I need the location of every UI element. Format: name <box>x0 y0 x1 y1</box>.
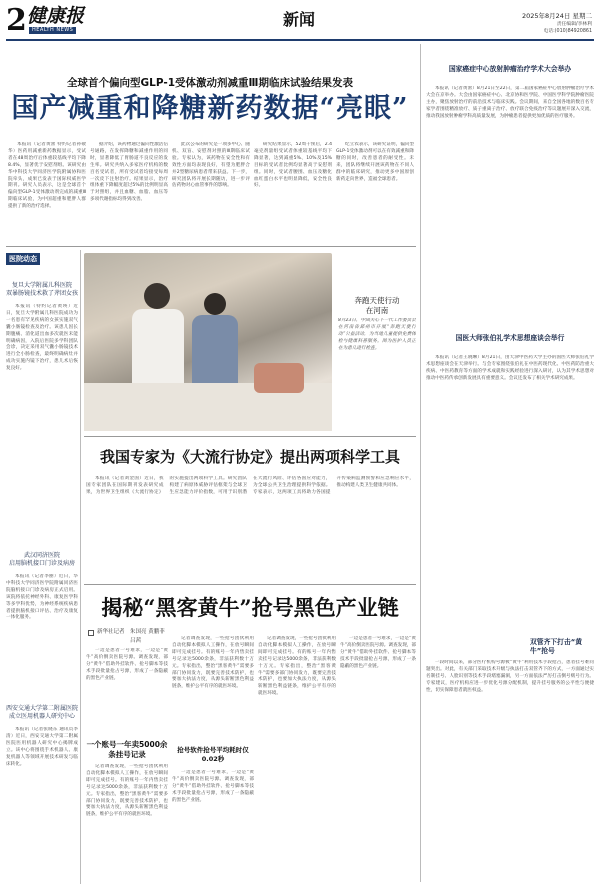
middle-top-rule <box>84 436 416 437</box>
brief-title-1: 复旦大学附属儿科医院 双暴肠镜技术救了斧团女孩 <box>6 282 79 297</box>
bottom-subhead-2: 抢号软件抢号平均耗时仅0.02秒 <box>177 746 249 763</box>
phone: 电话:(010)84920861 <box>543 29 592 34</box>
news-photo <box>84 253 332 431</box>
lead-col-4: 研究结果显示，52周干预后，2.4毫克剂量组受试者体重较基线平均下降显著，达到减重5%、10%及15%目标的受试者比例均显著高于安慰剂组。同时，受试者腰围、血压及糖化血红蛋白水平也明显降低，安全性良好。 <box>254 142 332 189</box>
photo-figure-head <box>144 283 170 309</box>
lead-col-1: 本报讯（记者黄蕾 特约记者孙敬华）医药用减重新药数据显示，受试者在48周治疗后体重较基线平均下降8.4%，显著优于安慰剂组。该研究由华中科技大学同济医学院附属协和医院牵头，成果已发表于国际权威医学期刊。研究人员表示，这是全球首个偏向型GLP-1受体激动剂完成的减重Ⅲ期临床试验，为中国超重和肥胖人群提供了新的治疗选择。 <box>8 142 86 210</box>
byline-marker-icon <box>88 630 94 636</box>
lead-headline: 国产减重和降糖新药数据“亮眼” <box>11 93 409 124</box>
bottom-text-col-2: 记者调查发现，一些抢号团伙利用自动化脚本模拟人工操作，在放号瞬间即可完成挂号。有的账号一年内售卖挂号记录达5000余条，非法获利数十万元。专家指出，整治“黑客黄牛”需要多部门协同发力，既要完善技术防护，也要加大执法力度，从源头斩断黑色利益链条，维护公平有序的就医环境。 <box>172 636 254 690</box>
brief-title-2: 武汉同济医院 启用脑机接口门诊及病房 <box>8 552 75 567</box>
photo-child <box>254 363 304 393</box>
right-text-2: 本报讯（记者王晓琳）8月21日，由天津中医药大学主办的国医大师张伯礼学术思想座谈会在天津举行。与会专家围绕张伯礼在中医药现代化、中医药防治重大疾病、中医药教育等方面的学术成就和实践经验进行深入研讨，认为其学术思想对推动中医药传承创新发展具有重要意义。会议还发布了相关学术研究成果。 <box>426 355 594 381</box>
middle-bottom-rule <box>84 584 416 585</box>
lead-col-2: 据介绍，该药物通过偏向性激活信号通路，在发挥降糖和减重作用的同时，显著降低了胃肠道不良反应的发生率。研究共纳入多家医疗机构的数百名受试者，所有受试者均接受每周一次皮下注射治疗。结果显示，治疗组体重下降幅度超过5%的比例明显高于对照组，并且血糖、血脂、血压等多项代谢指标均得到改善。 <box>90 142 168 203</box>
masthead-logo: 健康报 <box>27 5 85 27</box>
lead-col-5: 纪立农表示，该研究证明，偏向型GLP-1受体激动剂可以在有效减重和降糖的同时，改善患者的耐受性。未来，团队将继续开展该药物在不同人群中的临床研究，推动更多中国原创新药走向世界，造福全球患者。 <box>336 142 414 182</box>
right-text-1: 本报讯（记者黄蕾）8月21日至22日，第二届国家癌症中心放射肿瘤治疗学术大会在京举办。大会由国家癌症中心、北京协和医学院、中国医学科学院肿瘤医院主办，聚焦放射治疗的前沿技术与临床实践。会议期间，来自全国各地的数百名专家学者围绕精准放疗、质子重离子治疗、放疗联合免疫治疗等议题展开深入交流，推动我国放射肿瘤学科高质量发展，为肿瘤患者提供更加优质的医疗服务。 <box>426 86 594 119</box>
issue-date: 2025年8月24日 星期二 <box>521 12 592 20</box>
right-headline-3: 双管齐下打击“黄牛”抢号 <box>530 638 583 655</box>
right-column-rule <box>420 44 421 882</box>
brief-text-3: 本报讯（记者张晓东 通讯员李清）近日，西安交通大学第二附属医院医用机器人研究中心揭牌成立。该中心将围绕手术机器人、康复机器人等领域开展技术研发与临床转化。 <box>6 727 78 767</box>
bottom-text-col-3: 记者调查发现，一些抢号团伙利用自动化脚本模拟人工操作，在放号瞬间即可完成挂号。有的账号一年内售卖挂号记录达5000余条，非法获利数十万元。专家指出，整治“黑客黄牛”需要多部门协同发力，既要完善技术防护，也要加大执法力度，从源头斩断黑色利益链条，维护公平有序的就医环境。 <box>258 636 336 697</box>
bottom-intro: 一边是患者一号难求，一边是“黄牛”高价倒卖医院号源。调查发现，部分“黄牛”借助外挂软件、抢号脚本等技术手段批量抢占号源，形成了一条隐蔽的黑色产业链。 <box>86 648 168 681</box>
bottom-intro-cont: 记者调查发现，一些抢号团伙利用自动化脚本模拟人工操作，在放号瞬间即可完成挂号。有的账号一年内售卖挂号记录达5000余条，非法获利数十万元。专家指出，整治“黑客黄牛”需要多部门协同发力，既要完善技术防护，也要加大执法力度，从源头斩断黑色利益链条，维护公平有序的就医环境。 <box>86 764 168 818</box>
brief-column-rule <box>80 250 81 884</box>
brief-text-2: 本报讯（记者李丽）近日，华中科技大学同济医学院附属同济医院脑机接口门诊及病房正式启用。该院将依托神经外科、康复医学科等多学科优势，为神经系统疾病患者提供脑机接口评估、治疗及康复一体化服务。 <box>6 574 78 621</box>
right-text-3: 一段时间以来，部分医疗机构号源被“黄牛”利用技术手段抢占，患者挂号难问题突出。对此，有关部门采取技术升级与执法打击双管齐下的方式，一方面通过实名制挂号、人脸识别等技术手段堵塞漏洞，另一方面依法严厉打击倒号贩号行为。专家建议，医疗机构应进一步优化号源分配机制，提升挂号服务的公平性与便捷性，切实保障患者就医权益。 <box>426 660 594 693</box>
lead-kicker: 全球首个偏向型GLP-1受体激动剂减重Ⅲ期临床试验结果发表 <box>67 77 353 89</box>
middle-text: 本报讯（记者刘金国）近日，我国专家团队在国际期刊发表研究成果，为世界卫生组织《大流行协定》的实施提出两项科学工具。研究团队构建了病原体威胁评估框架与全球卫生应急能力评价指数，可用于识别潜在大流行风险、评估各国应对能力，为全球公共卫生治理提供科学依据。专家表示，这两项工具将助力各国提升传染病监测预警和应急响应水平，推动构建人类卫生健康共同体。 <box>86 476 414 495</box>
byline-label: 新华社记者 <box>97 629 125 635</box>
photo-caption: 8月23日，中国关心下一代工作委员会在河南省郑州市开展“奔跑天使行动”公益活动，为当地儿童提供免费体检与健康科普服务。图为医护人员正在为患儿进行检查。 <box>338 318 416 351</box>
byline-authors: 朱国亮 黄鹏菲 吕茜 <box>130 629 165 644</box>
bottom-text-col-2b: 一边是患者一号难求，一边是“黄牛”高价倒卖医院号源。调查发现，部分“黄牛”借助外挂软件、抢号脚本等技术手段批量抢占号源，形成了一条隐蔽的黑色产业链。 <box>172 770 254 803</box>
masthead-rule <box>6 39 594 41</box>
photo-figure-head-2 <box>204 293 226 315</box>
right-headline-2: 国医大师张伯礼学术思想座谈会举行 <box>455 334 565 342</box>
editor: 责任编辑/李林利 <box>556 22 592 27</box>
middle-headline: 我国专家为《大流行协定》提出两项科学工具 <box>99 448 400 466</box>
lead-col-3: 此次公布的研究是一项多中心、随机、双盲、安慰剂对照的Ⅲ期临床试验。专家认为，该药物在安全性和有效性方面均表现良好，有望为肥胖合并2型糖尿病患者带来获益。下一步，研究团队将开展长期随访，进一步评估药物对心血管事件的影响。 <box>172 142 250 189</box>
bottom-subhead-1: 一个账号一年卖5000余条挂号记录 <box>86 740 168 759</box>
masthead <box>6 4 594 38</box>
brief-title-3: 西安交通大学第二附属医院 成立医用机器人研究中心 <box>6 705 79 720</box>
photo-title: 奔跑天使行动 在河南 <box>354 296 400 315</box>
masthead-logo-en: HEALTH NEWS <box>29 27 76 34</box>
section-title: 新闻 <box>283 10 316 29</box>
bottom-headline: 揭秘“黑客黄牛”抢号黑色产业链 <box>101 595 399 620</box>
page-number: 2 <box>6 3 27 38</box>
bottom-text-col-4: 一边是患者一号难求，一边是“黄牛”高价倒卖医院号源。调查发现，部分“黄牛”借助外挂软件、抢号脚本等技术手段批量抢占号源，形成了一条隐蔽的黑色产业链。 <box>340 636 416 669</box>
lead-divider <box>6 246 416 247</box>
right-headline-1: 国家癌症中心放射肿瘤治疗学术大会举办 <box>448 65 572 73</box>
section-label-hospital-news: 医院动态 <box>6 253 40 265</box>
brief-text-1: 本报讯（特约记者黄瑛）近日，复旦大学附属儿科医院成功为一名患有罕见疾病的女孩实施双气囊小肠镜检查及治疗。该患儿因长期腹痛、消化道出血多次就医未能明确病因，入院后医院多学科团队会诊，决定采用双气囊小肠镜技术进行全小肠检查，最终明确病灶并成功实施内镜下治疗，患儿术后恢复良好。 <box>6 304 78 372</box>
